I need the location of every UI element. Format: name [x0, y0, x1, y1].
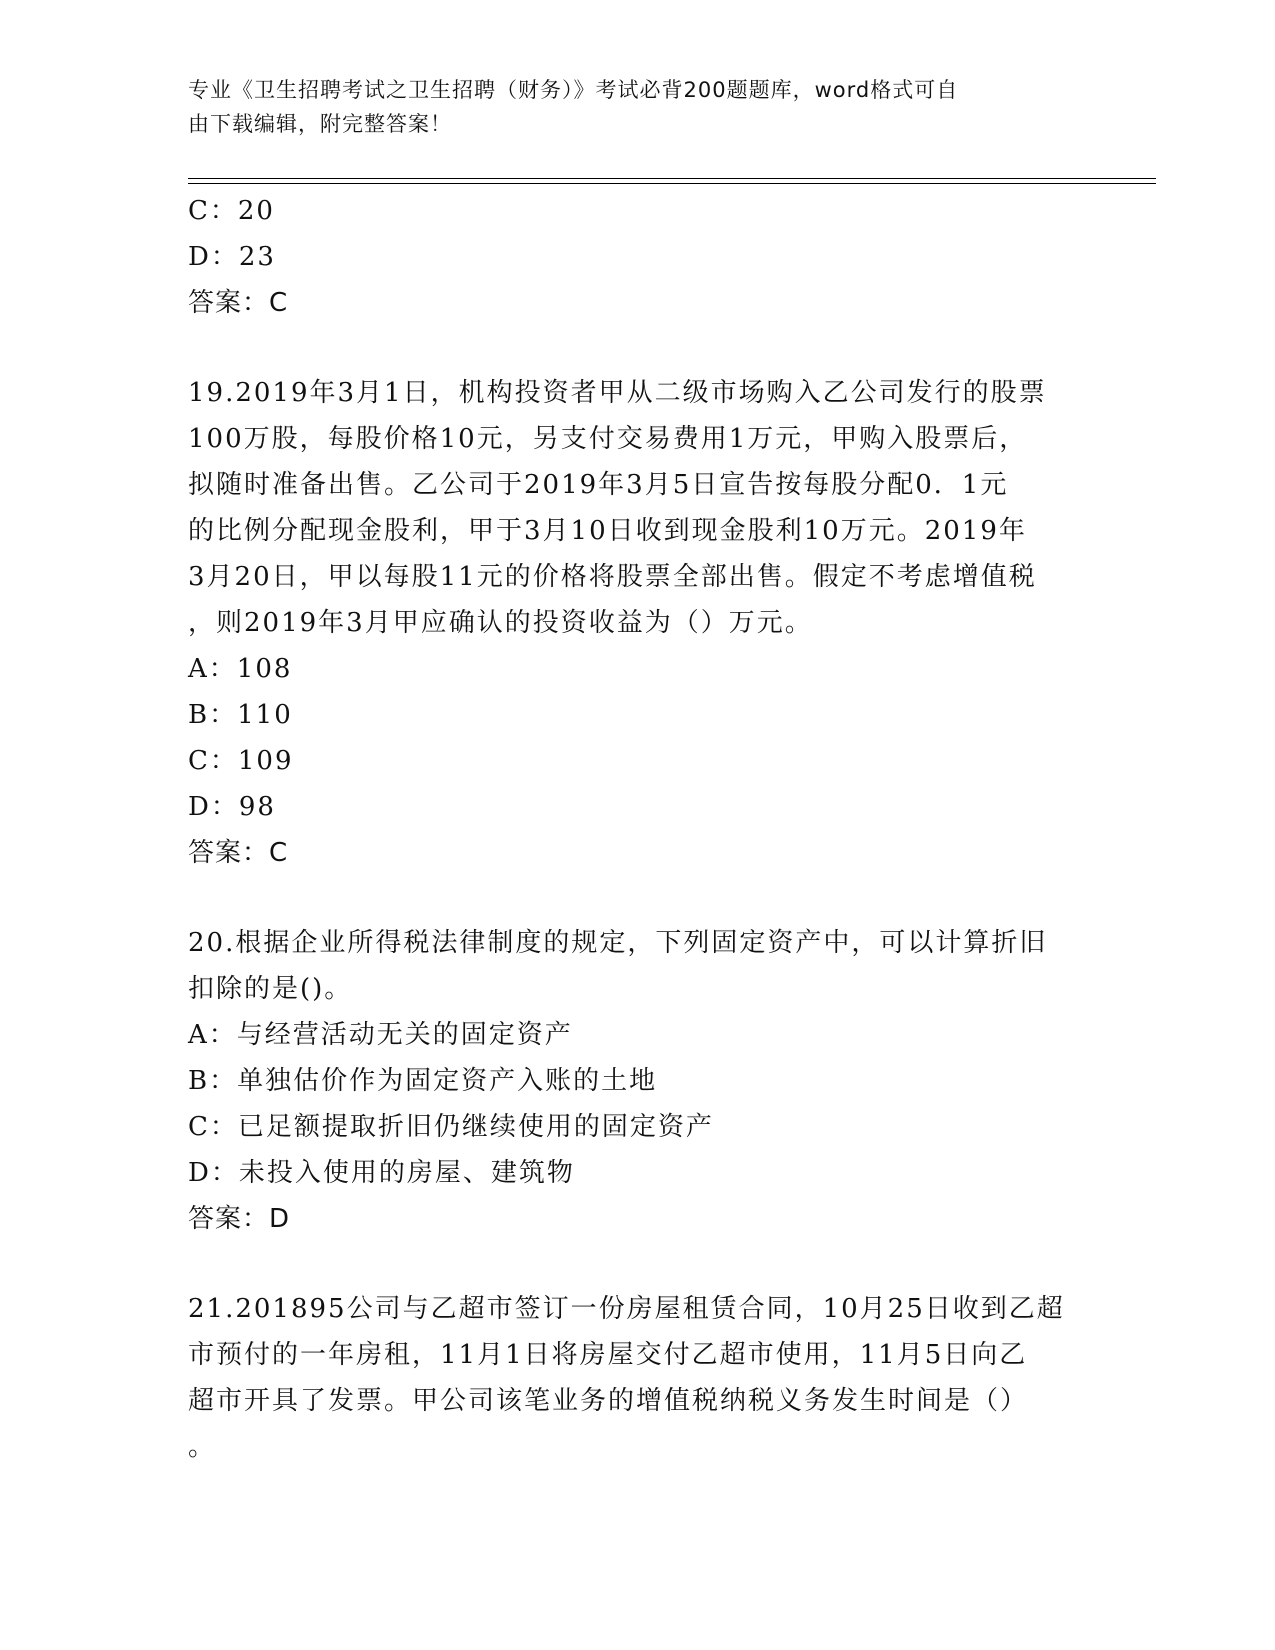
question-text-line: 超市开具了发票。甲公司该笔业务的增值税纳税义务发生时间是（）	[188, 1386, 1029, 1416]
option-d: D：98	[188, 792, 276, 822]
question-text-line: 100万股，每股价格10元，另支付交易费用1万元，甲购入股票后，	[188, 424, 1028, 454]
option-b: B：单独估价作为固定资产入账的土地	[188, 1066, 658, 1096]
question-text-line: 20.根据企业所得税法律制度的规定，下列固定资产中，可以计算折旧	[188, 928, 1048, 958]
option-a: A：与经营活动无关的固定资产	[188, 1020, 573, 1050]
question-21	[188, 1286, 1088, 1470]
question-text-line: 19.2019年3月1日，机构投资者甲从二级市场购入乙公司发行的股票	[188, 378, 1047, 408]
header-line-2: 由下载编辑，附完整答案！	[188, 112, 452, 136]
prev-question	[188, 188, 1088, 326]
option-d: D：未投入使用的房屋、建筑物	[188, 1158, 575, 1188]
question-text-line: 21.201895公司与乙超市签订一份房屋租赁合同，10月25日收到乙超	[188, 1294, 1065, 1324]
question-19	[188, 370, 1088, 876]
question-text-line: 拟随时准备出售。乙公司于2019年3月5日宣告按每股分配0．1元	[188, 470, 1009, 500]
question-text-line: 。	[188, 1432, 217, 1462]
header-divider-bottom	[188, 183, 1156, 184]
question-text-line: ，则2019年3月甲应确认的投资收益为（）万元。	[188, 608, 813, 638]
header-line-1: 专业《卫生招聘考试之卫生招聘（财务）》考试必背200题题库，word格式可自	[188, 78, 959, 102]
header-divider-top	[188, 178, 1156, 179]
option-c: C：20	[188, 196, 275, 226]
option-d: D：23	[188, 242, 276, 272]
document-body	[188, 188, 1088, 1470]
question-text-line: 扣除的是()。	[188, 974, 353, 1004]
answer: 答案：C	[188, 838, 289, 868]
answer: 答案：D	[188, 1204, 291, 1234]
option-a: A：108	[188, 654, 293, 684]
question-text-line: 市预付的一年房租，11月1日将房屋交付乙超市使用，11月5日向乙	[188, 1340, 1028, 1370]
document-header	[188, 73, 1068, 141]
option-c: C：109	[188, 746, 294, 776]
question-text-line: 3月20日，甲以每股11元的价格将股票全部出售。假定不考虑增值税	[188, 562, 1037, 592]
answer: 答案：C	[188, 288, 289, 318]
question-20	[188, 920, 1088, 1242]
option-c: C：已足额提取折旧仍继续使用的固定资产	[188, 1112, 714, 1142]
question-text-line: 的比例分配现金股利，甲于3月10日收到现金股利10万元。2019年	[188, 516, 1027, 546]
option-b: B：110	[188, 700, 293, 730]
